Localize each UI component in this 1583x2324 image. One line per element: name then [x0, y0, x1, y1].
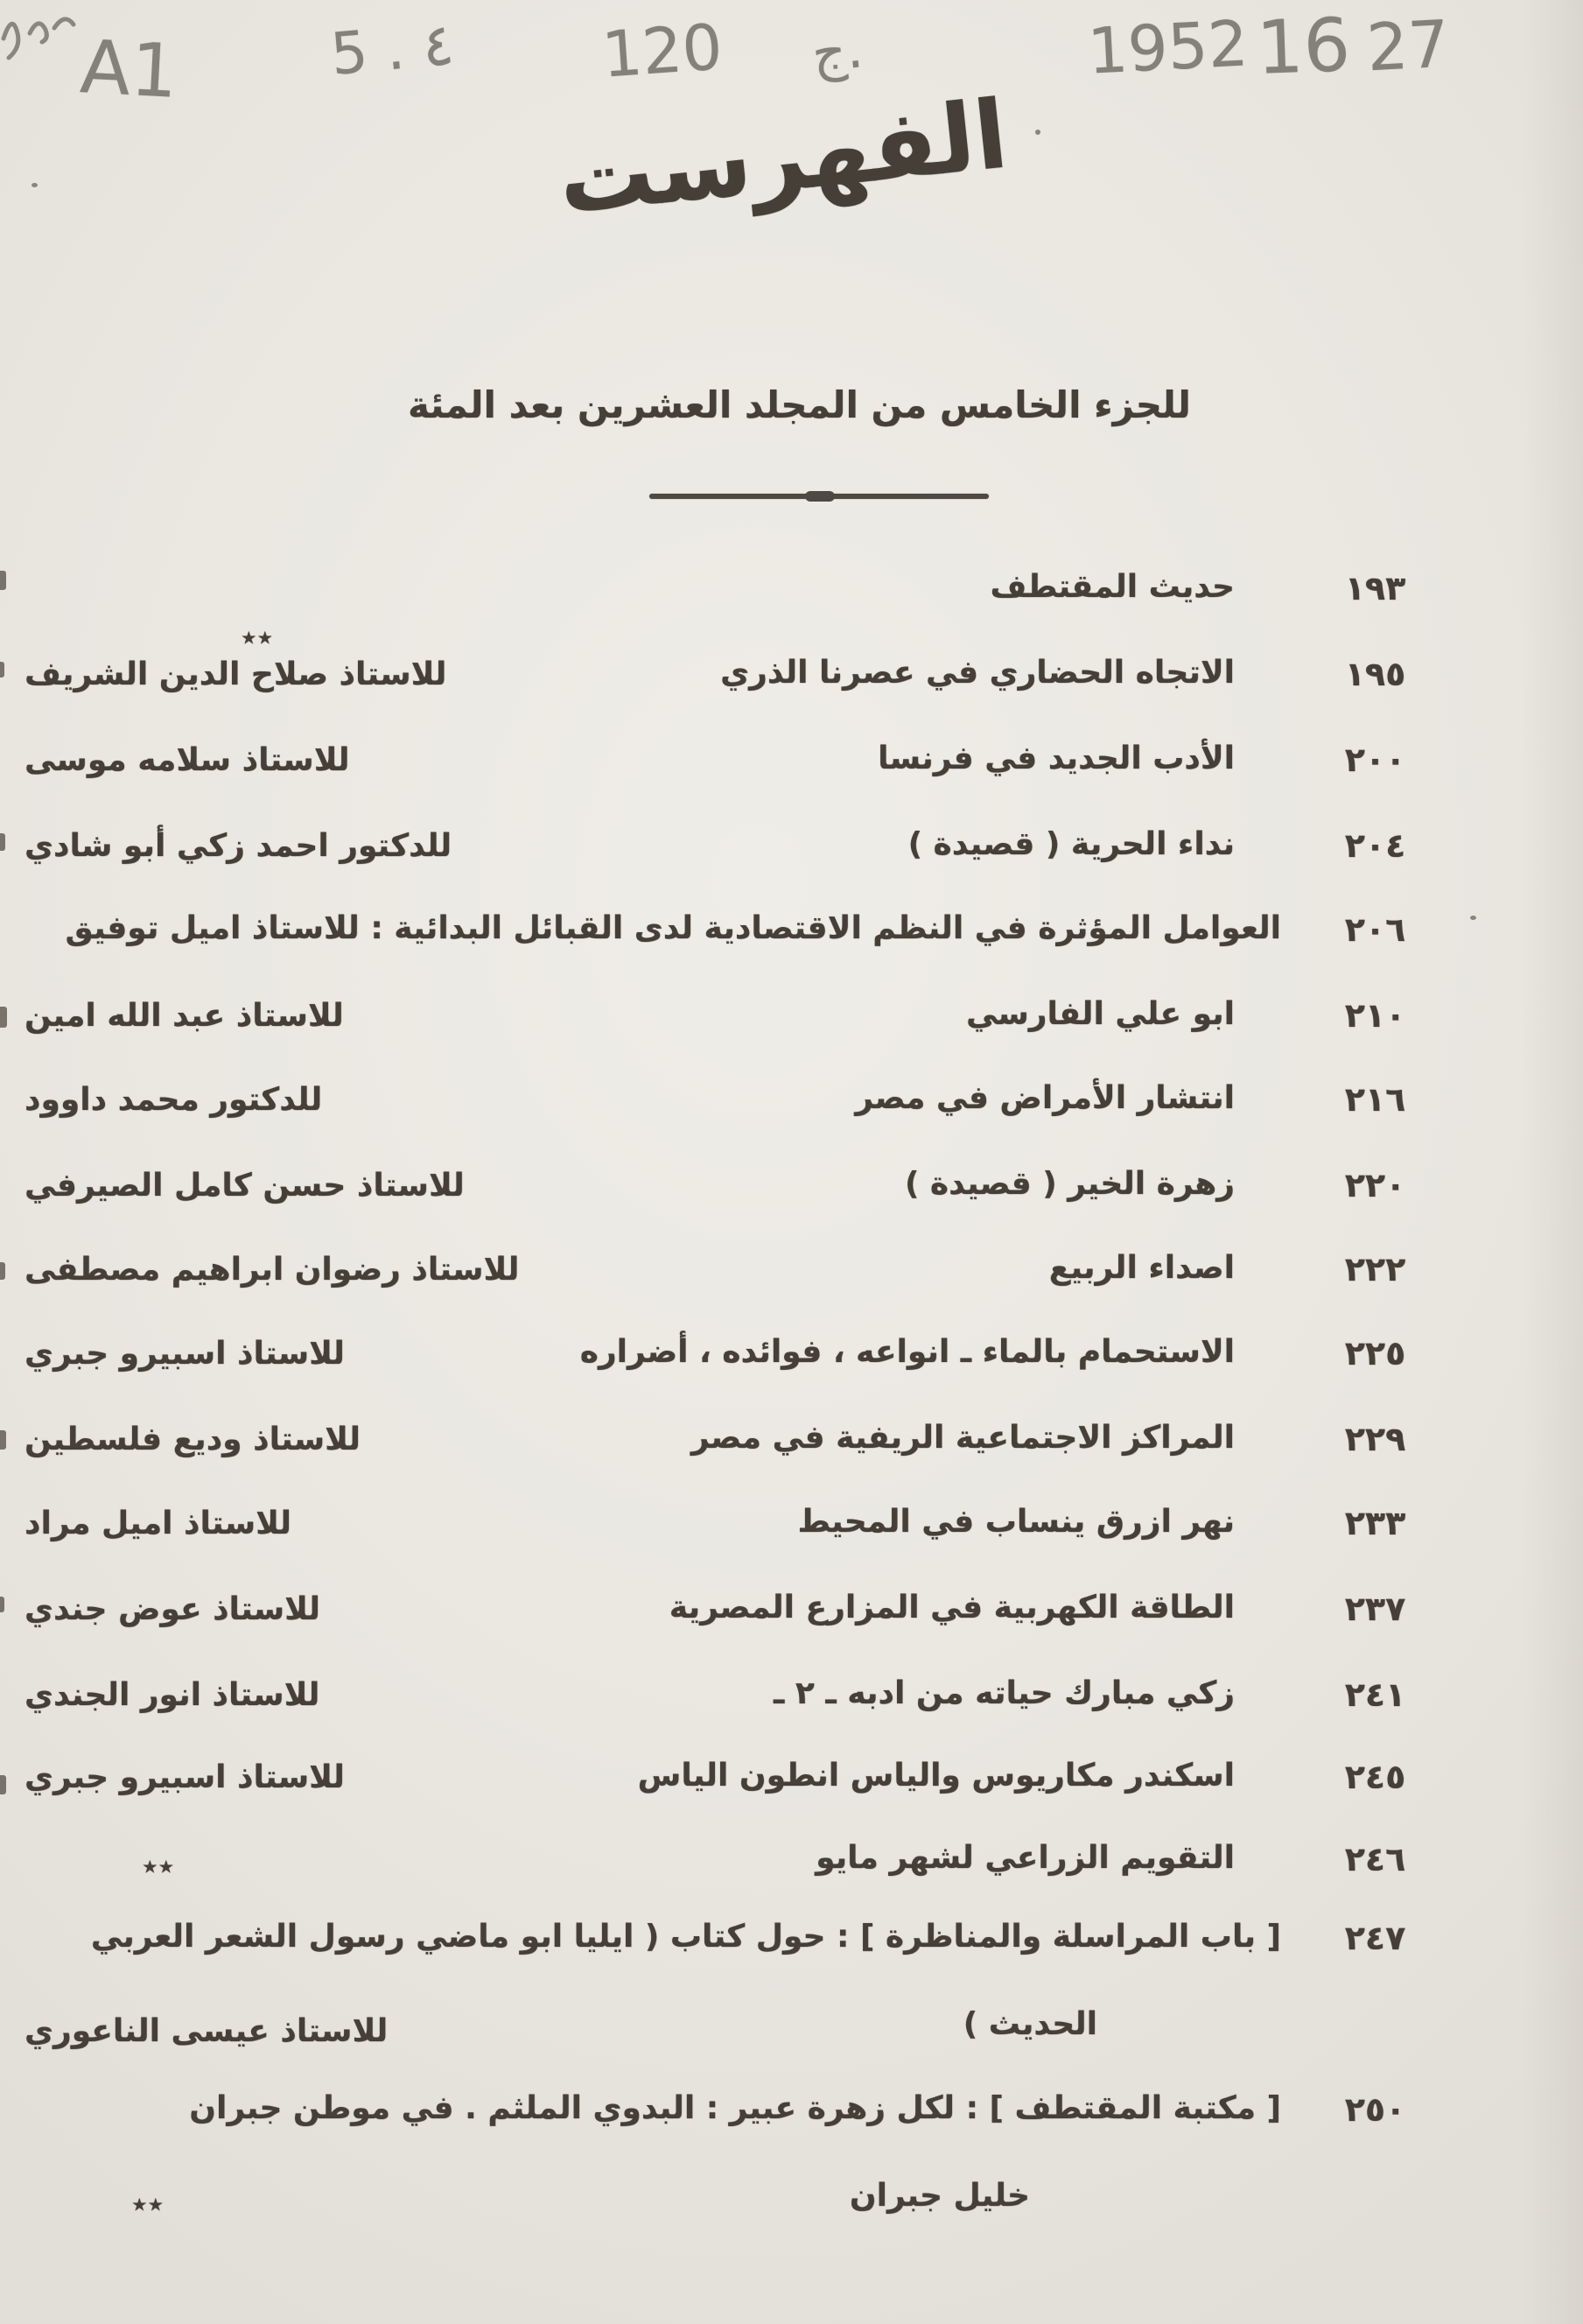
page-subtitle: للجزء الخامس من المجلد العشرين بعد المئة	[408, 383, 1191, 426]
scan-artifact	[1035, 130, 1040, 135]
toc-author: للاستاذ حسن كامل الصيرفي	[25, 1168, 465, 1204]
handwritten-number-tail: 27	[1364, 6, 1452, 87]
toc-author: للدكتور محمد داوود	[25, 1082, 323, 1118]
scan-artifact	[0, 1007, 7, 1028]
scan-artifact	[1470, 916, 1476, 920]
toc-author: للاستاذ اسبيرو جبري	[25, 1759, 345, 1795]
scan-artifact	[0, 1775, 6, 1794]
toc-title: زهرة الخير ( قصيدة )	[904, 1166, 1235, 1202]
toc-page-number: ٢٤٥	[1344, 1758, 1406, 1796]
toc-title-line1: [ مكتبة المقتطف ] : لكل زهرة عبير : البدوي الملثم . في موطن جبران	[189, 2090, 1281, 2126]
toc-page-number: ٢٠٠	[1344, 741, 1406, 779]
scan-artifact	[0, 1597, 4, 1612]
toc-page-number: ١٩٣	[1344, 569, 1406, 607]
page-title: الفهرست	[552, 80, 1012, 236]
toc-page-number: ٢٠٦	[1344, 910, 1406, 949]
toc-row	[0, 1166, 1583, 1227]
toc-row	[0, 655, 1583, 716]
toc-title: نهر ازرق ينساب في المحيط	[797, 1504, 1235, 1540]
toc-author: للاستاذ رضوان ابراهيم مصطفى	[25, 1252, 520, 1288]
toc-row	[0, 1504, 1583, 1565]
handwritten-jeem: ج.	[809, 18, 866, 85]
toc-title: الطاقة الكهربية في المزارع المصرية	[669, 1590, 1235, 1625]
toc-row	[0, 569, 1583, 655]
handwritten-volume-number: 120	[599, 10, 725, 92]
handwritten-year: 1952	[1085, 6, 1250, 88]
toc-title: ابو علي الفارسي	[965, 996, 1235, 1032]
toc-title: انتشار الأمراض في مصر	[855, 1080, 1235, 1116]
toc-author: للاستاذ عوض جندي	[25, 1591, 321, 1627]
toc-row	[0, 2090, 1583, 2222]
toc-editorial-stars: ٭٭	[241, 620, 274, 655]
toc-page-number: ٢٢٩	[1344, 1420, 1406, 1458]
toc-row	[0, 910, 1583, 972]
toc-page-number: ٢٣٣	[1344, 1504, 1406, 1542]
toc-page-number: ٢٤١	[1344, 1675, 1406, 1714]
toc-page-number: ٢٤٦	[1344, 1840, 1406, 1878]
toc-row	[0, 1590, 1583, 1651]
scan-artifact	[32, 183, 38, 187]
toc-page-number: ٢٢٢	[1344, 1250, 1406, 1288]
toc-row	[0, 1758, 1583, 1819]
toc-title: زكي مبارك حياته من ادبه ـ ٢ ـ	[774, 1675, 1235, 1711]
toc-author: للاستاذ اسبيرو جبري	[25, 1336, 345, 1372]
toc-row	[0, 996, 1583, 1057]
scan-artifact	[0, 662, 4, 678]
toc-page-number: ٢٢٥	[1344, 1334, 1406, 1373]
toc-author: للاستاذ اميل مراد	[25, 1506, 291, 1541]
toc-page-number: ٢٠٤	[1344, 826, 1406, 865]
toc-page-number: ٢٥٠	[1344, 2090, 1406, 2129]
toc-author: للاستاذ صلاح الدين الشريف	[25, 656, 447, 692]
toc-title: اصداء الربيع	[1048, 1250, 1235, 1286]
toc-page-number: ٢٢٠	[1344, 1166, 1406, 1204]
toc-row	[0, 1250, 1583, 1311]
handwritten-part-number: 5 . ٤	[327, 11, 457, 88]
toc-author: للاستاذ عبد الله امين	[25, 998, 344, 1034]
toc-row	[0, 1420, 1583, 1481]
scan-artifact	[0, 1430, 6, 1450]
toc-title-line1: [ باب المراسلة والمناظرة ] : حول كتاب ( ايليا ابو ماضي رسول الشعر العربي	[90, 1919, 1281, 1955]
toc-author: للاستاذ وديع فلسطين	[25, 1422, 361, 1457]
toc-editorial-stars: ٭٭	[131, 2187, 165, 2222]
toc-row	[0, 1840, 1583, 1901]
toc-author: للاستاذ سلامه موسى	[25, 742, 350, 778]
toc-page-number: ٢١٦	[1344, 1080, 1406, 1119]
toc-page-number: ٢١٠	[1344, 996, 1406, 1035]
toc-row	[0, 1675, 1583, 1737]
toc-title: التقويم الزراعي لشهر مايو	[816, 1840, 1235, 1876]
scan-artifact	[0, 571, 6, 590]
toc-title: المراكز الاجتماعية الريفية في مصر	[690, 1420, 1235, 1456]
toc-page-number: ٢٤٧	[1344, 1919, 1406, 1957]
toc-row	[0, 826, 1583, 888]
scan-artifact	[0, 833, 5, 851]
toc-title: الأدب الجديد في فرنسا	[878, 741, 1235, 776]
toc-title-with-author: العوامل المؤثرة في النظم الاقتصادية لدى القبائل البدائية : للاستاذ اميل توفيق	[65, 910, 1281, 946]
toc-row	[0, 741, 1583, 802]
scan-artifact	[0, 1262, 5, 1280]
toc-title: حديث المقتطف	[990, 569, 1235, 605]
toc-editorial-stars: ٭٭	[142, 1849, 175, 1884]
toc-author: للاستاذ عيسى الناعوري	[25, 2013, 389, 2049]
toc-title-line2: الحديث )	[963, 2006, 1097, 2042]
toc-row	[0, 1919, 1583, 2049]
toc-page-number: ١٩٥	[1344, 655, 1406, 693]
handwritten-number-bold: 16	[1255, 2, 1352, 91]
decorative-divider	[649, 494, 989, 499]
toc-title: اسكندر مكاريوس والياس انطون الياس	[637, 1758, 1235, 1794]
toc-page-number: ٢٣٧	[1344, 1590, 1406, 1628]
toc-title: نداء الحرية ( قصيدة )	[907, 826, 1235, 862]
toc-title: الاتجاه الحضاري في عصرنا الذري	[720, 655, 1235, 691]
toc-title-line2: خليل جبران	[849, 2178, 1030, 2214]
handwritten-shelfmark: A1	[78, 24, 180, 115]
toc-author: للدكتور احمد زكي أبو شادي	[25, 828, 452, 864]
toc-author: للاستاذ انور الجندي	[25, 1677, 320, 1713]
toc-title: الاستحمام بالماء ـ انواعه ، فوائده ، أضراره	[579, 1334, 1235, 1370]
toc-row	[0, 1080, 1583, 1141]
toc-row	[0, 1334, 1583, 1395]
